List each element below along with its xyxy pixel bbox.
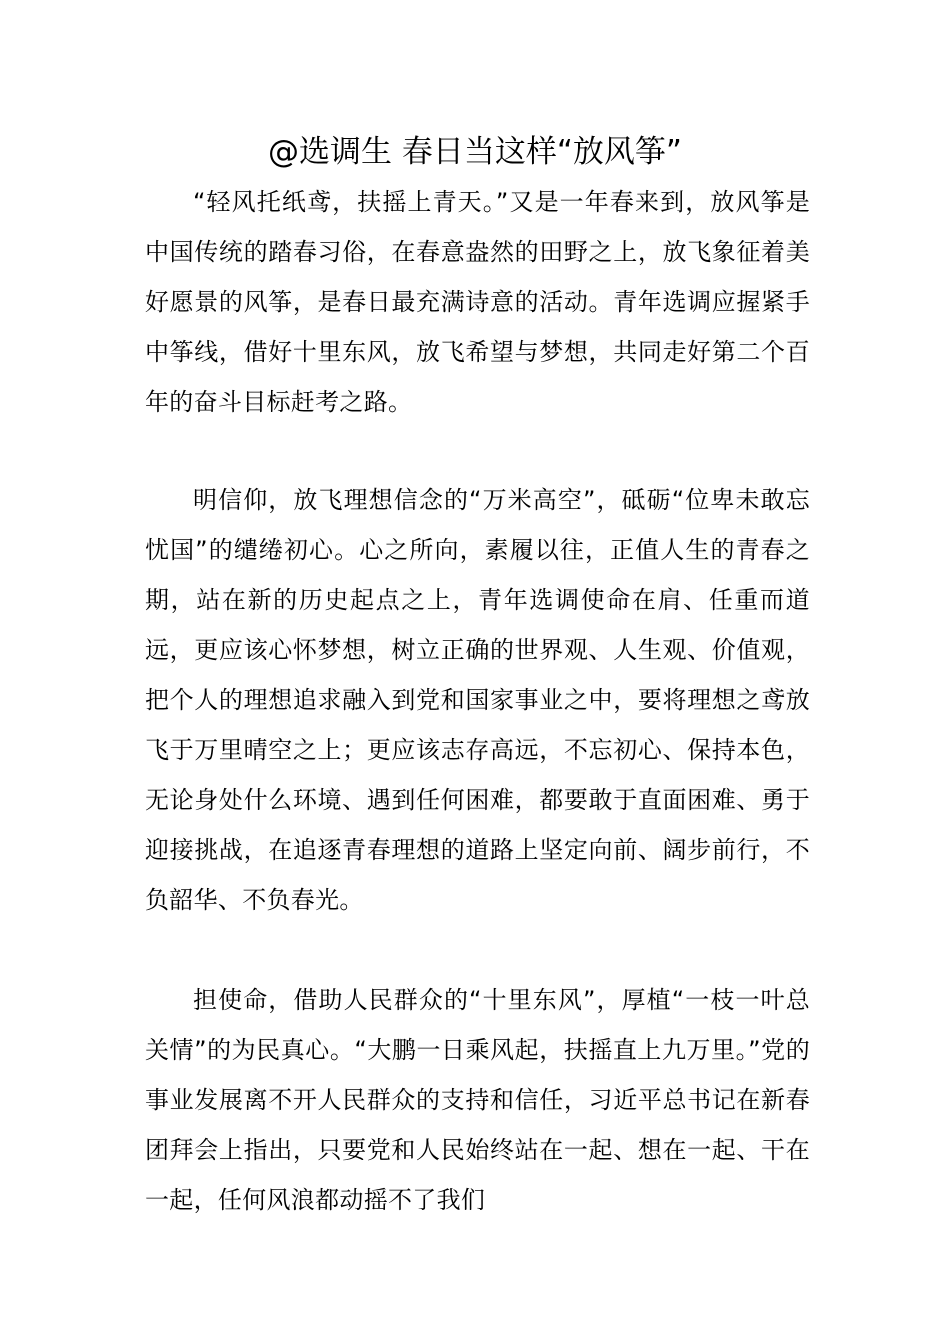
document-title: @选调生 春日当这样“放风筝” bbox=[268, 134, 682, 170]
paragraph-1: “轻风托纸鸢，扶摇上青天。”又是一年春来到，放风筝是中国传统的踏春习俗，在春意盎然的田野之上，放飞象征着美好愿景的风筝，是春日最充满诗意的活动。青年选调应握紧手中筝线，借好十里东风，放飞希望与梦想，共同走好第二个百年的奋斗目标赶考之路。 bbox=[145, 188, 810, 416]
paragraph-2: 明信仰，放飞理想信念的“万米高空”，砥砺“位卑未敢忘忧国”的缱绻初心。心之所向，素履以往，正值人生的青春之期，站在新的历史起点之上，青年选调使命在肩、任重而道远，更应该心怀梦想，树立正确的世界观、人生观、价值观，把个人的理想追求融入到党和国家事业之中，要将理想之鸢放飞于万里晴空之上；更应该志存高远，不忘初心、保持本色，无论身处什么环境、遇到任何困难，都要敢于直面困难、勇于迎接挑战，在追逐青春理想的道路上坚定向前、阔步前行，不负韶华、不负春光。 bbox=[145, 486, 811, 914]
paragraph-3: 担使命，借助人民群众的“十里东风”，厚植“一枝一叶总关情”的为民真心。“大鹏一日乘风起，扶摇直上九万里。”党的事业发展离不开人民群众的支持和信任，习近平总书记在新春团拜会上指出，只要党和人民始终站在一起、想在一起、干在一起，任何风浪都动摇不了我们 bbox=[145, 986, 810, 1214]
